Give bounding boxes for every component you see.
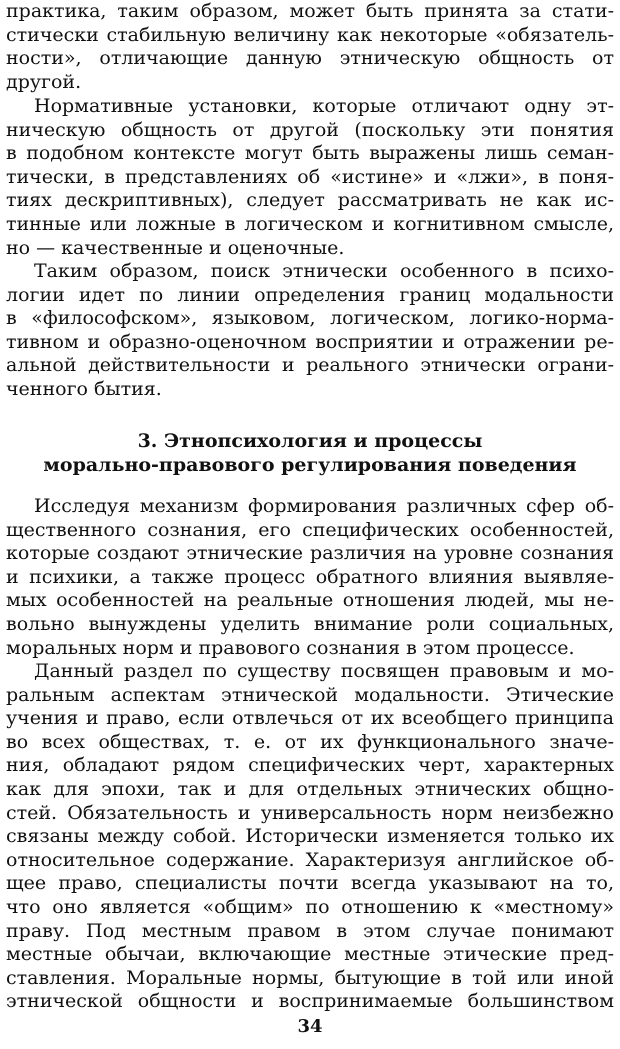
paragraph-3 bbox=[6, 260, 614, 402]
heading-line: морально-правового регулирования поведения bbox=[43, 453, 577, 476]
page-number: 34 bbox=[297, 1016, 323, 1037]
text-line: стей. Обязательность и универсальность норм неизбежно bbox=[6, 801, 614, 824]
text-line: во всех обществах, т. е. от их функционального значе- bbox=[6, 730, 614, 753]
text-line: стически стабильную величину как некоторые «обязатель- bbox=[6, 23, 614, 46]
text-line: практика, таким образом, может быть принята за стати- bbox=[6, 0, 614, 22]
text-line: в подобном контексте могут быть выражены лишь семан- bbox=[6, 142, 614, 165]
section-heading bbox=[0, 430, 620, 477]
text-line: относительное содержание. Характеризуя английское об- bbox=[6, 848, 614, 871]
text-line: местные обычаи, включающие местные этические пред- bbox=[6, 943, 614, 966]
text-line: Таким образом, поиск этнически особенного в психо- bbox=[34, 260, 614, 282]
text-line: моральных норм и правового сознания в этом процессе. bbox=[6, 636, 575, 659]
text-line: щее право, специалисты почти всегда указывают на то, bbox=[6, 872, 614, 895]
paragraph-4 bbox=[6, 495, 614, 660]
text-line: вольно вынуждены уделить внимание роли социальных, bbox=[6, 612, 614, 635]
heading-line: 3. Этнопсихология и процессы bbox=[137, 430, 483, 452]
text-line: как для эпохи, так и для отдельных этнических общно- bbox=[6, 777, 614, 800]
text-line: ническую общность от другой (поскольку эти понятия bbox=[6, 118, 614, 141]
text-line: этнической общности и воспринимаемые большинством bbox=[6, 990, 614, 1013]
text-line: альной действительности и реального этнически ограни- bbox=[6, 354, 614, 377]
text-line: ставления. Моральные нормы, бытующие в той или иной bbox=[6, 966, 614, 989]
text-line: логии идет по линии определения границ модальности bbox=[6, 283, 614, 306]
paragraph-1 bbox=[6, 0, 614, 94]
paragraph-5 bbox=[6, 660, 614, 1014]
text-line: в «философском», языковом, логическом, логико-норма- bbox=[6, 307, 614, 330]
text-line: ния, обладают рядом специфических черт, характерных bbox=[6, 754, 614, 777]
text-line: Нормативные установки, которые отличают одну эт- bbox=[34, 95, 614, 117]
paragraph-2 bbox=[6, 95, 614, 260]
text-line: связаны между собой. Исторически изменяется только их bbox=[6, 825, 614, 848]
text-line: Исследуя механизм формирования различных сфер об- bbox=[34, 495, 614, 517]
text-line: тиях дескриптивных), следует рассматривать не как ис- bbox=[6, 189, 614, 212]
text-line: мых особенностей на реальные отношения людей, мы не- bbox=[6, 589, 614, 612]
text-line: которые создают этнические различия на уровне сознания bbox=[6, 542, 614, 565]
text-line: тинные или ложные в логическом и когнитивном смысле, bbox=[6, 212, 614, 235]
text-line: что оно является «общим» по отношению к «местному» bbox=[6, 895, 614, 918]
text-line: ченного бытия. bbox=[6, 377, 162, 400]
text-line: ральным аспектам этнической модальности. Этические bbox=[6, 683, 614, 706]
text-line: ности», отличающие данную этническую общность от bbox=[6, 47, 614, 70]
text-line: тически, в представлениях об «истине» и «лжи», в поня- bbox=[6, 165, 614, 188]
text-line: щественного сознания, его специфических особенностей, bbox=[6, 518, 614, 541]
text-line: но — качественные и оценочные. bbox=[6, 236, 345, 259]
text-line: Данный раздел по существу посвящен правовым и мо- bbox=[34, 660, 614, 682]
text-line: праву. Под местным правом в этом случае понимают bbox=[6, 919, 614, 942]
text-line: другой. bbox=[6, 70, 82, 93]
text-line: тивном и образно-оценочном восприятии и отражении ре- bbox=[6, 330, 614, 353]
text-line: и психики, а также процесс обратного влияния выявляе- bbox=[6, 565, 614, 588]
text-line: учения и право, если отвлечься от их всеобщего принципа bbox=[6, 707, 614, 730]
